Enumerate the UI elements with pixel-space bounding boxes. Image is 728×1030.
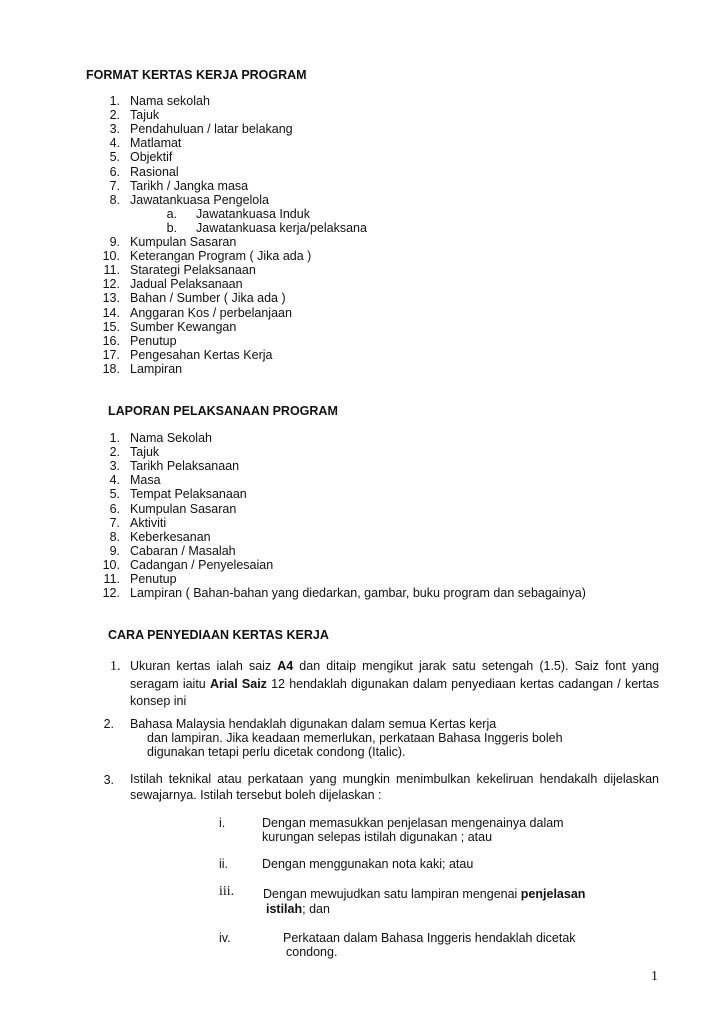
list-item-number: 3. <box>109 459 120 474</box>
list-item-number: 5. <box>109 487 120 502</box>
list-item-number: 17. <box>102 347 120 362</box>
list-item: Tajuk <box>130 108 160 123</box>
sub-iv-line2: condong. <box>286 945 338 959</box>
list-item: Keterangan Program ( Jika ada ) <box>130 249 312 264</box>
list-item-number: 6. <box>109 501 120 516</box>
p2-line2: dan lampiran. Jika keadaan memerlukan, perkataan Bahasa Inggeris boleh <box>147 731 563 745</box>
sub-iii-line1: Dengan mewujudkan satu lampiran mengenai penjelasan <box>263 887 586 901</box>
page-number: 1 <box>651 969 658 984</box>
sub-ii-line1: Dengan menggunakan nota kaki; atau <box>262 857 474 871</box>
list-item: Lampiran ( Bahan-bahan yang diedarkan, gambar, buku program dan sebagainya) <box>130 586 586 601</box>
list-item: Starategi Pelaksanaan <box>130 263 256 278</box>
list-item-number: 1. <box>109 94 120 108</box>
list-item-number: 8. <box>109 192 120 207</box>
list-item-number: 11. <box>103 263 120 278</box>
list-item: Jadual Pelaksanaan <box>130 277 243 292</box>
sub-ii-number: ii. <box>219 857 229 871</box>
list-item: Jawatankuasa kerja/pelaksana <box>196 221 367 236</box>
p2-line1: Bahasa Malaysia hendaklah digunakan dalam semua Kertas kerja <box>130 717 497 731</box>
list-item: Cadangan / Penyelesaian <box>130 557 274 572</box>
paragraph-1 <box>130 658 659 711</box>
p1-line1: Ukuran kertas ialah saiz A4 dan ditaip mengikut jarak satu setengah (1.5). Saiz font yang <box>130 659 659 673</box>
p1-line3: konsep ini <box>130 694 187 708</box>
sub-i-number: i. <box>219 816 226 830</box>
list-item-number: 10. <box>102 249 120 264</box>
p2-number: 2. <box>103 717 114 731</box>
sub-i-line2: kurungan selepas istilah digunakan ; atau <box>262 830 493 844</box>
sub-iv-line1: Perkataan dalam Bahasa Inggeris hendaklah dicetak <box>283 931 576 945</box>
list-item: Lampiran <box>130 361 183 376</box>
list-item-number: 15. <box>102 319 120 334</box>
list-item-number: 2. <box>109 108 120 123</box>
list-item-number: 1. <box>109 431 120 445</box>
sub-iii-line2: istilah; dan <box>266 902 330 916</box>
list-item: Nama Sekolah <box>130 431 212 445</box>
list-item: Penutup <box>130 333 177 348</box>
list-item: Objektif <box>130 150 173 165</box>
list-item-number: 12. <box>102 586 120 601</box>
list-item-number: 13. <box>102 291 120 306</box>
list-item: Masa <box>130 473 161 488</box>
p3-line2: sewajarnya. Istilah tersebut boleh dijelaskan : <box>130 788 382 802</box>
section1-title: FORMAT KERTAS KERJA PROGRAM <box>86 68 307 82</box>
list-item-number: 2. <box>109 445 120 460</box>
list-item-number: 8. <box>109 529 120 544</box>
section2-title: LAPORAN PELAKSANAAN PROGRAM <box>108 404 338 418</box>
p1-number: 1. <box>110 659 121 674</box>
p3-line1: Istilah teknikal atau perkataan yang mungkin menimbulkan kekeliruan hendakalh dijelaskan <box>130 772 659 786</box>
list-item-number: 11. <box>103 572 120 586</box>
list-item: Matlamat <box>130 136 182 151</box>
list-item: Penutup <box>130 572 177 586</box>
list-item-number: 12. <box>102 277 120 292</box>
list-item-number: 9. <box>109 543 120 558</box>
list-item: Tarikh / Jangka masa <box>130 178 249 193</box>
list-item-number: 4. <box>109 473 120 488</box>
list-item-number: 4. <box>109 136 120 151</box>
list-item-number: 6. <box>109 164 120 179</box>
sub-iv-number: iv. <box>219 931 231 945</box>
paragraph-3 <box>130 771 659 803</box>
list-item-number: 5. <box>109 150 120 165</box>
list-item: Anggaran Kos / perbelanjaan <box>130 305 292 320</box>
list-item: Rasional <box>130 164 179 179</box>
list-item-number: 3. <box>109 122 120 137</box>
list-item: Bahan / Sumber ( Jika ada ) <box>130 291 286 306</box>
section3-title: CARA PENYEDIAAN KERTAS KERJA <box>108 628 329 642</box>
list-item: Kumpulan Sasaran <box>130 235 237 249</box>
list-item: Tarikh Pelaksanaan <box>130 459 240 474</box>
list-item: Sumber Kewangan <box>130 319 237 334</box>
list-item: Nama sekolah <box>130 94 210 108</box>
list-item-number: 9. <box>109 235 120 249</box>
sub-iii-number: iii. <box>219 884 235 899</box>
list-item-number: 18. <box>102 361 120 376</box>
list-item-number: b. <box>166 221 177 236</box>
list-item: Tempat Pelaksanaan <box>130 487 247 502</box>
sub-i-line1: Dengan memasukkan penjelasan mengenainya dalam <box>262 816 564 830</box>
list-item: Pendahuluan / latar belakang <box>130 122 293 137</box>
list-item: Cabaran / Masalah <box>130 543 236 558</box>
list-item: Kumpulan Sasaran <box>130 501 237 516</box>
list-item-number: a. <box>166 207 177 221</box>
list-item: Jawatankuasa Pengelola <box>130 192 269 207</box>
list-item: Keberkesanan <box>130 529 211 544</box>
list-item-number: 7. <box>109 178 120 193</box>
p2-line3: digunakan tetapi perlu dicetak condong (Italic). <box>147 745 406 759</box>
list-item: Tajuk <box>130 445 160 460</box>
p3-number: 3. <box>103 773 114 787</box>
list-item: Pengesahan Kertas Kerja <box>130 347 273 362</box>
list-item-number: 16. <box>102 333 120 348</box>
p1-line2: seragam iaitu Arial Saiz 12 hendaklah digunakan dalam penyediaan kertas cadangan / kertas <box>130 676 659 691</box>
list-item-number: 7. <box>109 515 120 530</box>
list-item-number: 14. <box>102 305 120 320</box>
list-item-number: 10. <box>102 557 120 572</box>
list-item: Jawatankuasa Induk <box>196 207 310 221</box>
list-item: Aktiviti <box>130 515 167 530</box>
